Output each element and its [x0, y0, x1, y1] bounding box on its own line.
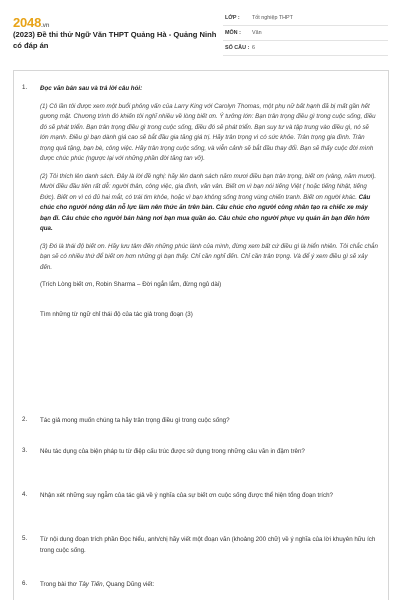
document-title: (2023) Đề thi thử Ngữ Văn THPT Quảng Hà - Quảng Ninh có đáp án: [13, 30, 217, 50]
meta-row-count: SỐ CÂU : 6: [223, 41, 388, 56]
document-meta: [223, 11, 388, 56]
meta-row-class: LỚP : Tốt nghiệp THPT: [223, 11, 388, 26]
question-1-title: Đọc văn bản sau và trả lời câu hỏi:: [40, 85, 143, 92]
passage-paragraph-2: (2) Tôi thích lên danh sách. Đây là lời đề nghị: hãy lên danh sách năm mươi điều bạn trân trọng, biết ơn (vâng, năm mươi). Mười điều đầu tiên rất dễ: người thân, công việc, gia đình, văn vân. Biết ơn vì bạn nói tiếng Việt ( hoặc tiếng Nhật, tiếng Đức). Biết ơn vì có đủ hai mắt, có trái tim khỏe, hoặc vì bạn không sống trong vùng chiến tranh. Biết ơn người khác. Câu chúc cho người nông dân nỗ lực làm nên thức ăn trên bàn. Câu chúc cho người công nhân tạo ra chiếc xe máy bạn đi. Câu chúc cho người bán hàng nơi bạn mua quần áo. Câu chúc cho người phục vụ quán ăn bạn đến hôm qua.: [40, 172, 377, 232]
passage-source: (Trích Lòng biết ơn, Robin Sharma – Đời ngắn lắm, đừng ngủ dài): [40, 281, 222, 288]
document-header: [0, 0, 400, 64]
passage-paragraph-3: (3) Đó là thái độ biết ơn. Hãy lưu tâm đến những phúc lành của mình, đừng xem bất cứ điều gì là hiển nhiên. Tôi chắc chắn bạn sẽ có nhiều thứ để biết ơn hơn những gì bạn thấy. Chỉ cần nghĩ đến. Chỉ cần trân trọng. Và để ý xem điều gì sẽ xảy đến.: [40, 242, 378, 271]
question-1-ask: Tìm những từ ngữ chỉ thái độ của tác giả trong đoạn (3): [40, 310, 193, 318]
passage-paragraph-1: (1) Cô lần tôi được xem một buổi phỏng vấn của Larry King với Carolyn Thomas, một phụ nữ bất hạnh đã bị mất gần hết gương mặt. Chương trình đó khiến tôi nghĩ nhiều về lòng biết ơn. Ý tưởng lớn: Bạn trân trọng điều gì trong cuộc sống, điều đó sẽ phát triển. Bạn trân trọng điều gì trong cuộc sống, điều đó sẽ phát triển. Bạn suy tư và tập trung vào điều gì, nó sẽ lớn mạnh. Điều gì bạn dành giá cao sẽ bắt đầu gia tăng giá trị. Hãy trân trọng vì có sức khỏe. Trân trọng gia đình. Trân trọng quả tặng, bạn bè, công việc. Hãy trân trọng cuộc sống, và viễn cảnh sẽ bắt đầu thay đổi. Bạn sẽ thấy cuộc đời mình được chúc phúc (ngược lại với những phần đời tăng tan vỡ).: [40, 102, 376, 162]
meta-row-subject: MÔN : Văn: [223, 26, 388, 41]
question-list: 1. Đọc văn bản sau và trả lời câu hỏi: (1) Cô lần tôi được xem một buổi phỏng vấn của Larry King với Carolyn Thomas, một phụ nữ bất hạnh đã bị mất gần hết gương mặt. Chương trình đó khiến tôi nghĩ nhiều về lòng biết ơn. Ý tưởng lớn: Bạn trân trọng điều gì trong cuộc sống, điều đó sẽ phát triển. Bạn trân trọng điều gì trong cuộc sống, điều đó sẽ phát triển. Bạn suy tư và tập trung vào điều gì, nó sẽ lớn mạnh. Điều gì bạn dành giá cao sẽ bắt đầu gia tăng giá trị. Hãy trân trọng vì có sức khỏe. Trân trọng gia đình. Trân trọng quả tặng, bạn bè, công việc. Hãy trân trọng cuộc sống, và viễn cảnh sẽ bắt đầu thay đổi. Bạn sẽ thấy cuộc đời mình được chúc phúc (ngược lại với những phần đời tăng tan vỡ). (2) Tôi thích lên danh sách. Đây là lời đề nghị: hãy lên danh sách năm mươi điều bạn trân trọng, biết ơn (vâng, năm mươi). Mười điều đầu tiên rất dễ: người thân, công việc, gia đình, văn vân. Biết ơn vì bạn nói tiếng Việt ( hoặc tiếng Nhật, tiếng Đức). Biết ơn vì có đủ hai mắt, có trái tim khỏe, hoặc vì bạn không sống trong vùng chiến tranh. Biết ơn người khác. Câu chúc cho người nông dân nỗ lực làm nên thức ăn trên bàn. Câu chúc cho người công nhân tạo ra chiếc xe máy bạn đi. Câu chúc cho người bán hàng nơi bạn mua quần áo. Câu chúc cho người phục vụ quán ăn bạn đến hôm qua. (3) Đó là thái độ biết ơn. Hãy lưu tâm đến những phúc lành của mình, đừng xem bất cứ điều gì là hiển nhiên. Tôi chắc chắn bạn sẽ có nhiều thứ để biết ơn hơn những gì bạn thấy. Chỉ cần nghĩ đến. Chỉ cần trân trọng. Và để ý xem điều gì sẽ xảy đến. (Trích Lòng biết ơn, Robin Sharma – Đời ngắn lắm, đừng ngủ dài) Tìm những từ ngữ chỉ thái độ của tác giả trong đoạn (3) 2. Tác giả mong muốn chúng ta hãy trân trọng điều gì trong cuộc sống? 3. Nêu tác dụng của biện pháp tu từ điệp cấu trúc được sử dụng trong những câu văn in đậm trên? 4. Nhận xét những suy ngẫm của tác giả về ý nghĩa của sự biết ơn cuộc sống được thể hiện tổng đoạn trích? 5. Từ nội dung đoạn trích phần Đọc hiểu, anh/chị hãy viết một đoạn văn (khoảng 200 chữ) về ý nghĩa của lời khuyên hữu ích trong cuộc sống. 6. Trong bài thơ Tây Tiến, Quang Dũng viết:: [13, 70, 389, 600]
site-logo[interactable]: 2048.vn: [13, 15, 50, 30]
